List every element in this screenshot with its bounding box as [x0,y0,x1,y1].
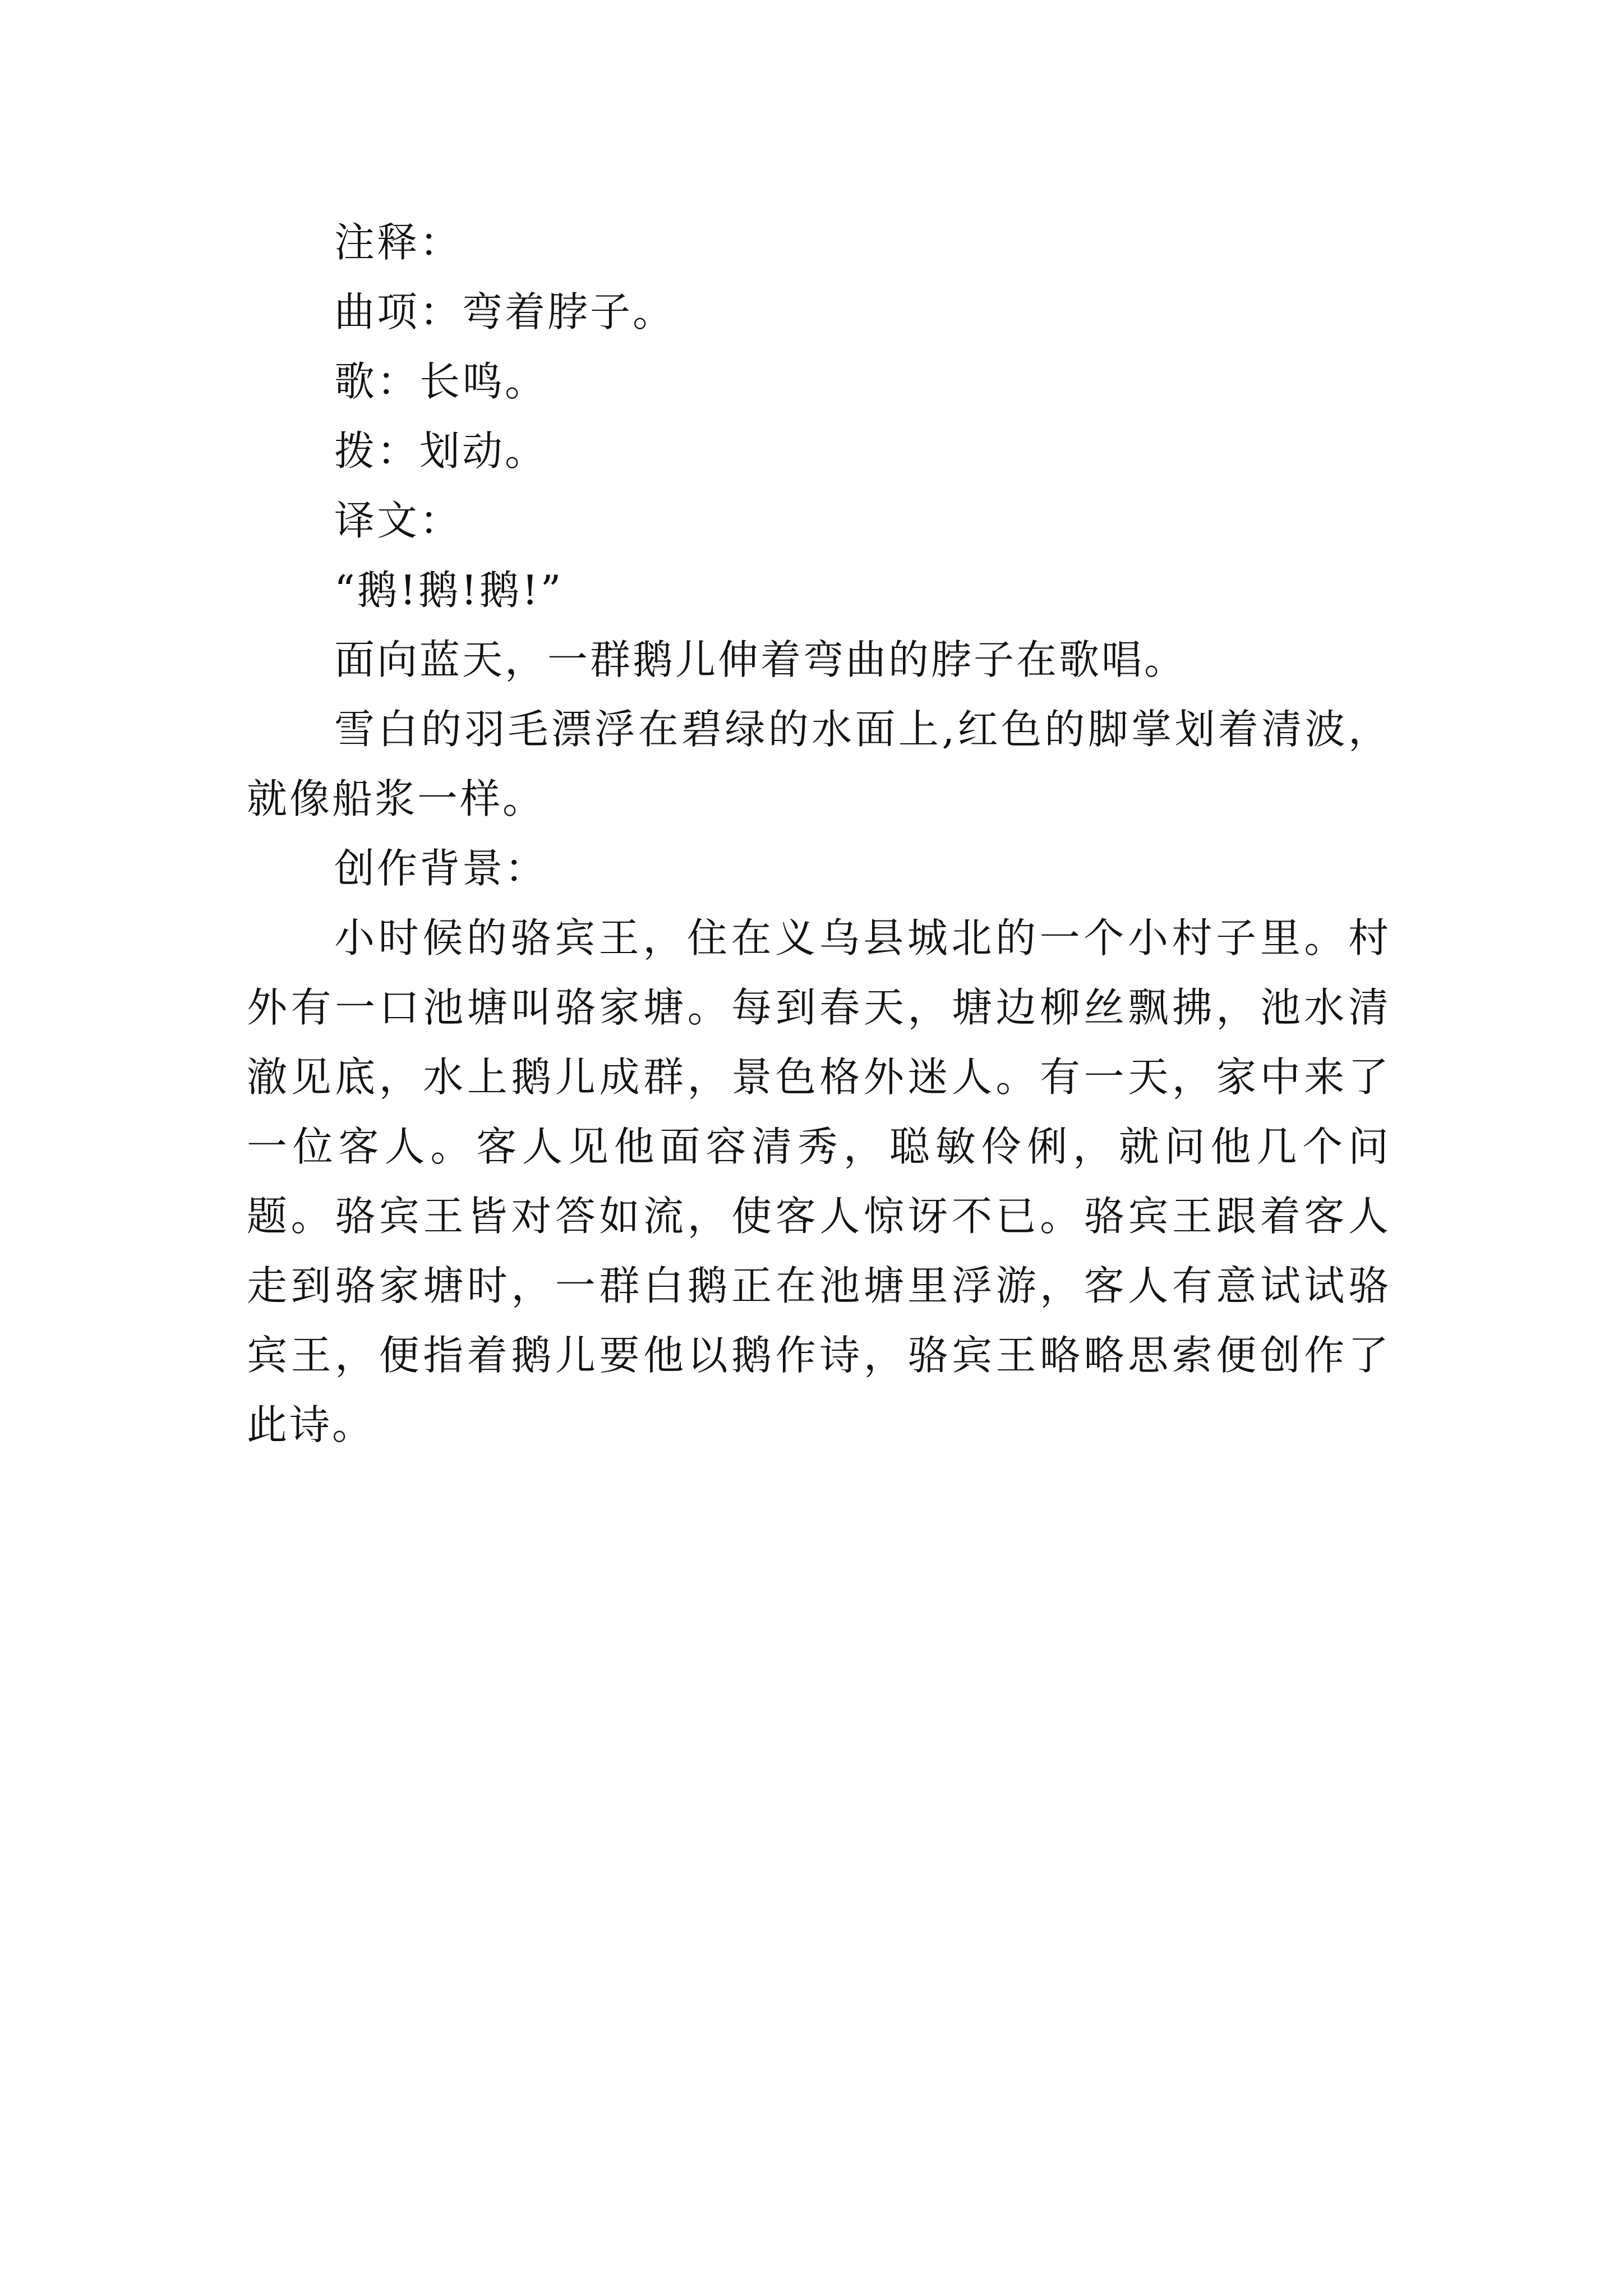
note-ge: 歌：长鸣。 [334,358,548,405]
background-paragraph: 小时候的骆宾王，住在义乌县城北的一个小村子里。村外有一口池塘叫骆家塘。每到春天，塘边柳丝飘拂，池水清澈见底，水上鹅儿成群，景色格外迷人。有一天，家中来了一位客人。客人见他面容清秀，聪敏伶俐，就问他几个问题。骆宾王皆对答如流，使客人惊讶不已。骆宾王跟着客人走到骆家塘时，一群白鹅正在池塘里浮游，客人有意试试骆宾王，便指着鹅儿要他以鹅作诗，骆宾王略略思索便创作了此诗。 [247,914,1391,1448]
translation-line-1: “鹅!鹅!鹅!” [334,567,564,614]
translation-line-2: 面向蓝天，一群鹅儿伸着弯曲的脖子在歌唱。 [334,636,1187,683]
translation-heading: 译文： [334,497,463,544]
notes-heading: 注释： [334,219,463,266]
translation-line-3: 雪白的羽毛漂浮在碧绿的水面上,红色的脚掌划着清波，就像船浆一样。 [247,706,1391,822]
note-bo: 拨：划动。 [334,427,548,475]
note-quxiang: 曲项：弯着脖子。 [334,288,676,335]
background-heading: 创作背景： [334,845,548,892]
document-body [247,208,1391,1460]
